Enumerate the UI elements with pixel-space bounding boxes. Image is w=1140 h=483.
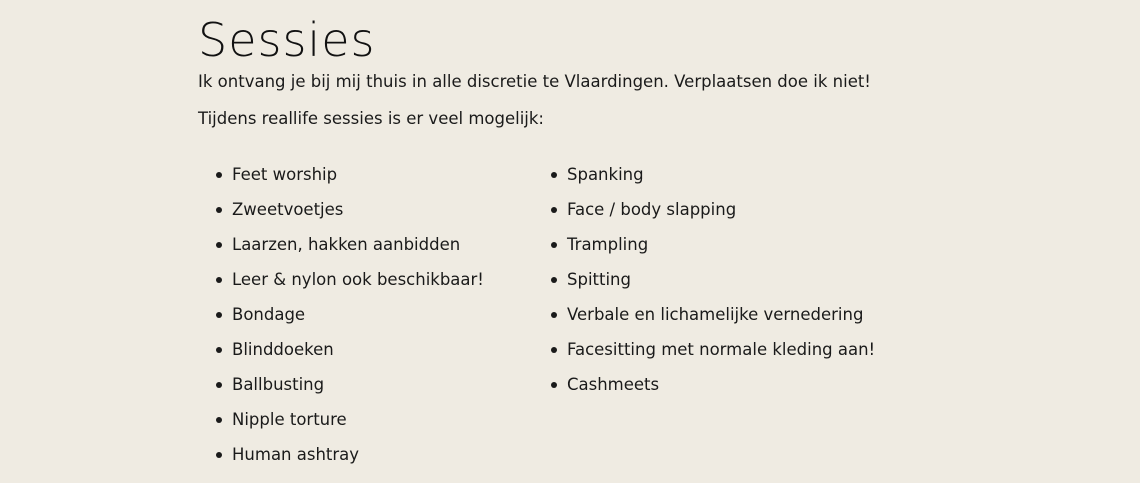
list-item: [551, 197, 875, 232]
services-list-right: [551, 162, 875, 407]
list-item-label: Leer & nylon ook beschikbaar!: [232, 270, 484, 289]
list-item: [216, 302, 484, 337]
list-item: [551, 302, 875, 337]
bullet-icon: [551, 382, 557, 388]
bullet-icon: [216, 417, 222, 423]
page-title: Sessies: [198, 13, 376, 67]
list-item-label: Spitting: [567, 270, 631, 289]
list-item-label: Zweetvoetjes: [232, 200, 344, 219]
bullet-icon: [216, 312, 222, 318]
list-item-label: Verbale en lichamelijke vernedering: [567, 305, 864, 324]
list-item-label: Bondage: [232, 305, 306, 324]
list-item-label: Cashmeets: [567, 375, 660, 394]
list-item: [216, 442, 484, 477]
list-item: [216, 267, 484, 302]
list-item: [216, 407, 484, 442]
bullet-icon: [216, 382, 222, 388]
list-item: [216, 372, 484, 407]
list-item: [551, 232, 875, 267]
list-item-label: Spanking: [567, 165, 644, 184]
bullet-icon: [216, 452, 222, 458]
bullet-icon: [551, 207, 557, 213]
list-item: [216, 162, 484, 197]
list-item-label: Human ashtray: [232, 445, 360, 464]
list-item: [551, 162, 875, 197]
list-item-label: Nipple torture: [232, 410, 347, 429]
list-item-label: Blinddoeken: [232, 340, 334, 359]
list-item-label: Feet worship: [232, 165, 338, 184]
list-item-label: Trampling: [567, 235, 649, 254]
list-item: [551, 267, 875, 302]
list-item-label: Laarzen, hakken aanbidden: [232, 235, 461, 254]
list-item-label: Ballbusting: [232, 375, 325, 394]
bullet-icon: [551, 277, 557, 283]
list-item-label: Facesitting met normale kleding aan!: [567, 340, 876, 359]
bullet-icon: [551, 312, 557, 318]
list-item: [551, 372, 875, 407]
bullet-icon: [216, 277, 222, 283]
list-item: [216, 197, 484, 232]
list-item: [551, 337, 875, 372]
bullet-icon: [551, 172, 557, 178]
bullet-icon: [551, 347, 557, 353]
intro-text: Ik ontvang je bij mij thuis in alle discretie te Vlaardingen. Verplaatsen doe ik niet!: [198, 72, 871, 91]
list-item: [216, 232, 484, 267]
list-item: [216, 337, 484, 372]
bullet-icon: [551, 242, 557, 248]
services-list-left: [216, 162, 484, 477]
intro-subtext: Tijdens reallife sessies is er veel mogelijk:: [198, 109, 544, 128]
bullet-icon: [216, 207, 222, 213]
bullet-icon: [216, 172, 222, 178]
bullet-icon: [216, 347, 222, 353]
list-item-label: Face / body slapping: [567, 200, 737, 219]
bullet-icon: [216, 242, 222, 248]
